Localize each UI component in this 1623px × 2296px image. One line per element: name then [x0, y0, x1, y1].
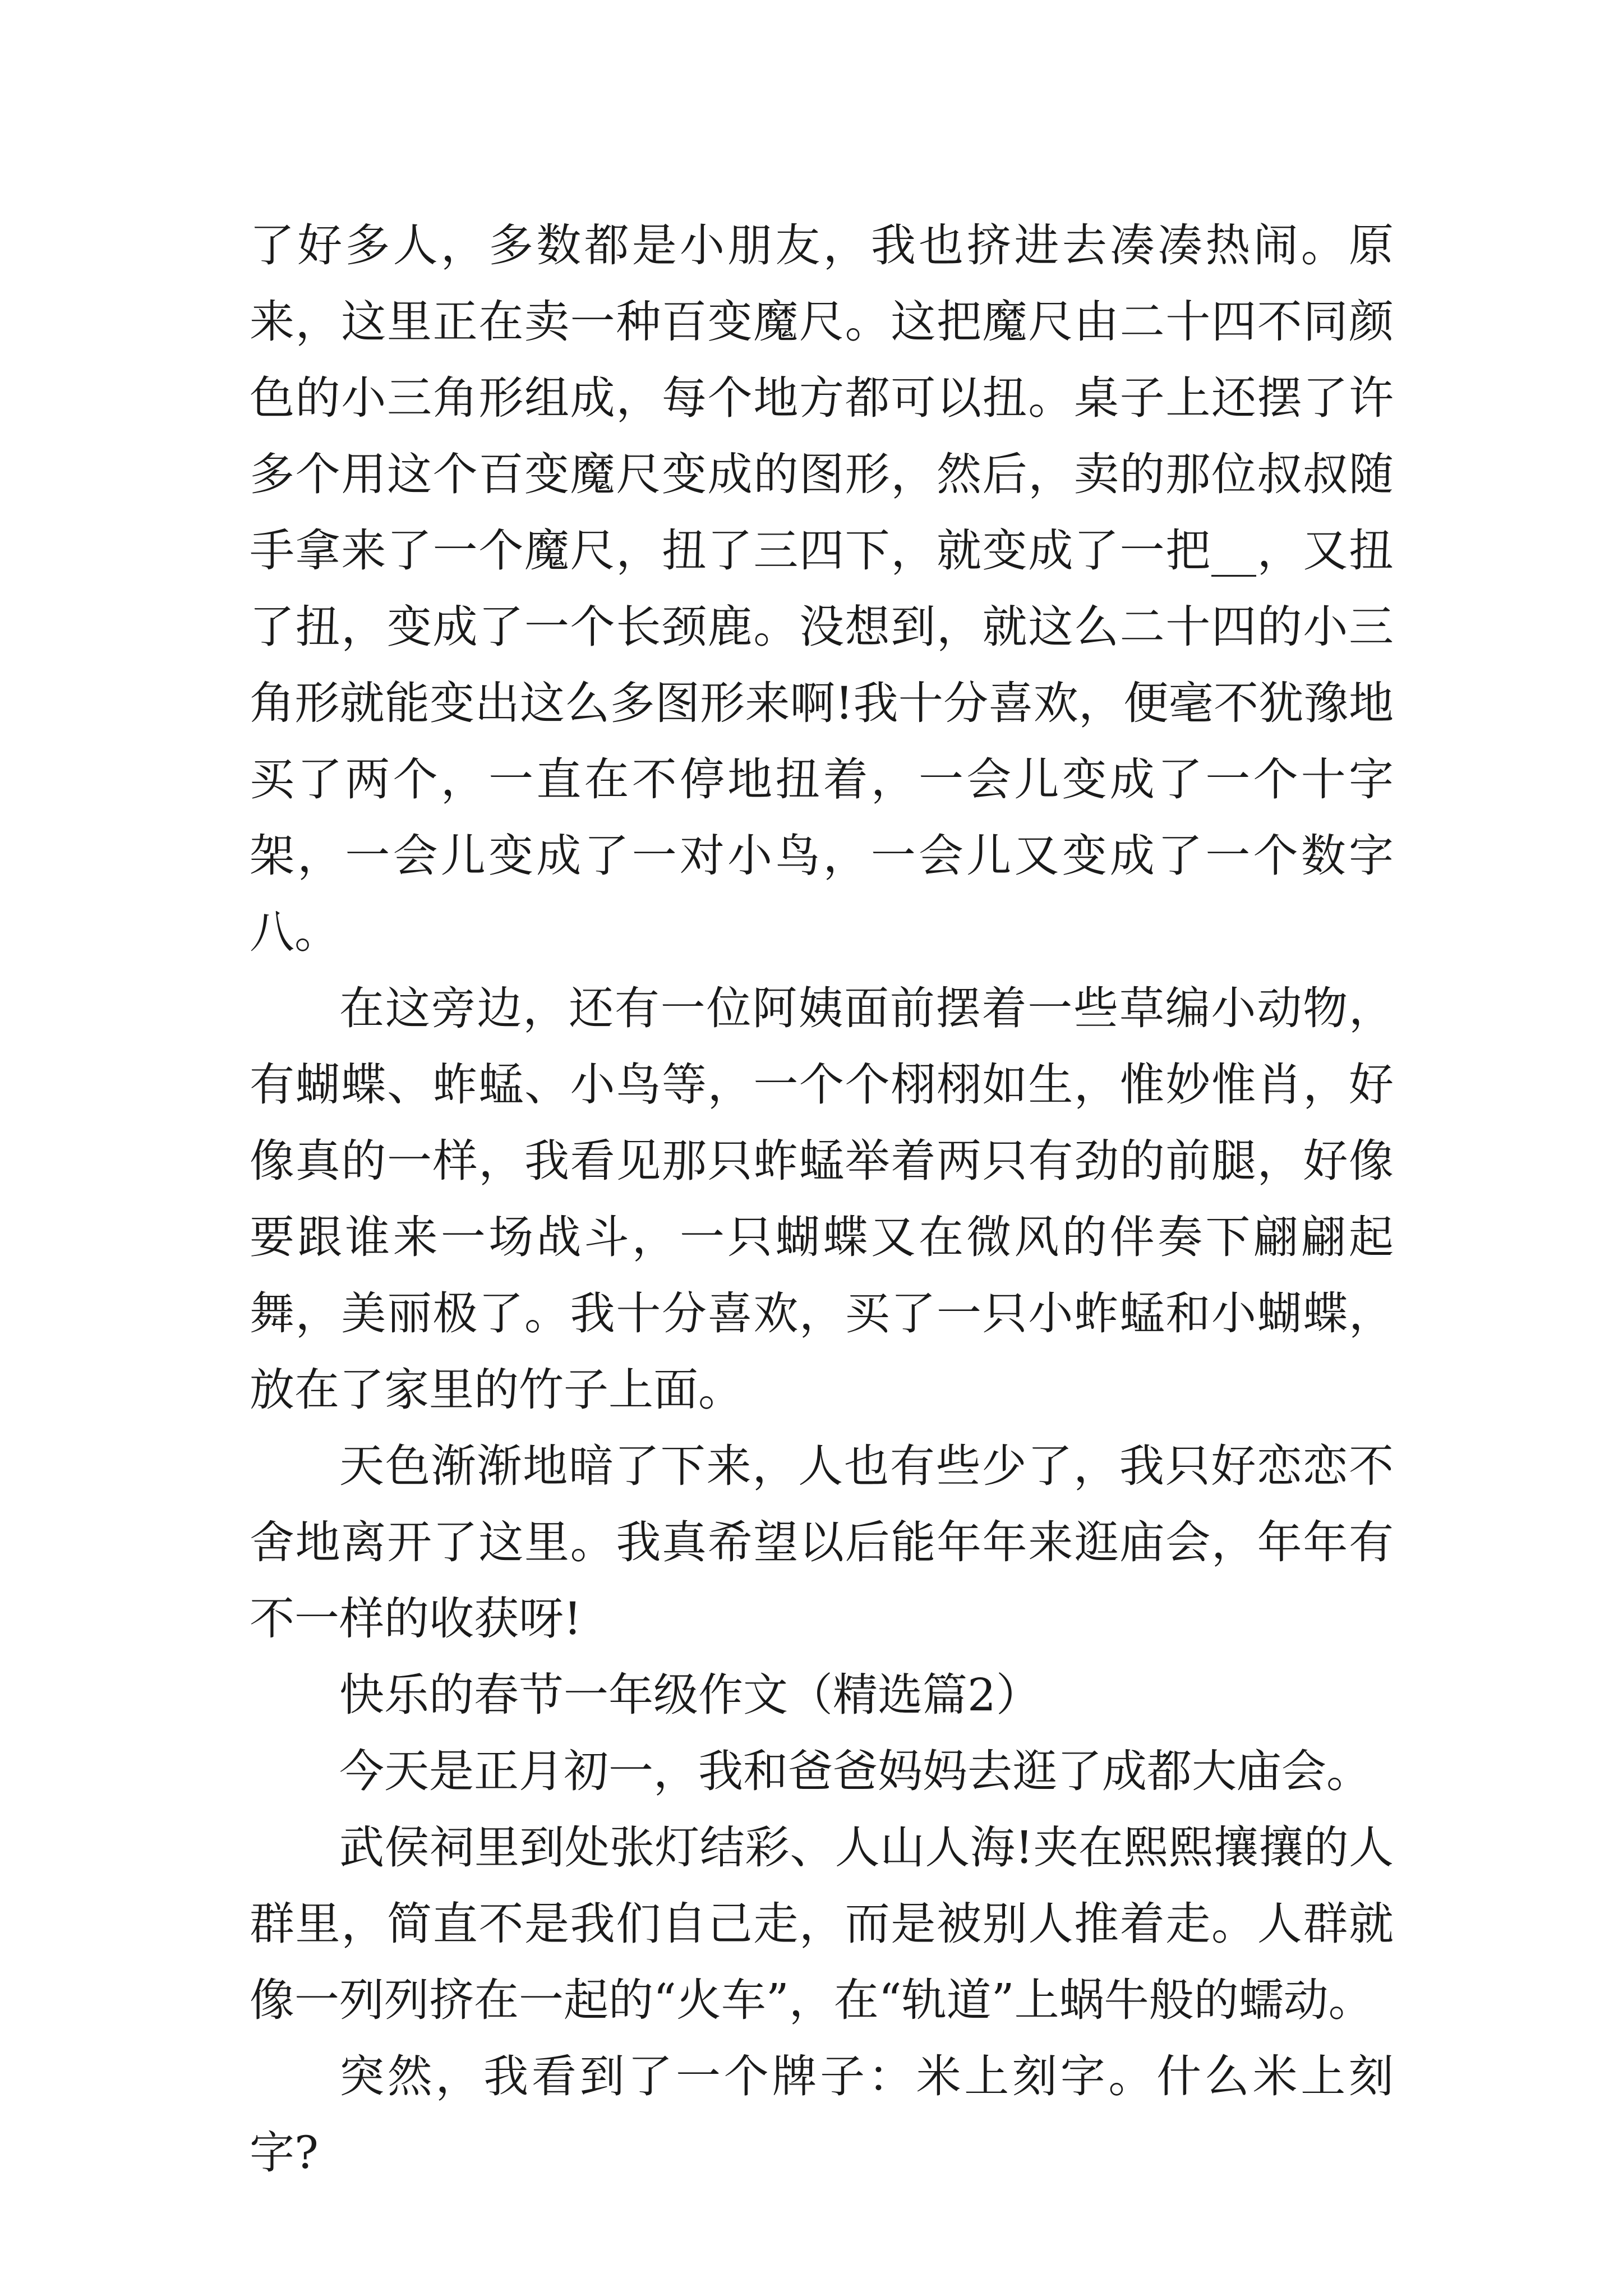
paragraph-crowd: 武侯祠里到处张灯结彩、人山人海!夹在熙熙攘攘的人群里，简直不是我们自己走，而是被别人推着走。人群就像一列列挤在一起的“火车”，在“轨道”上蜗牛般的蠕动。 — [250, 1821, 1394, 2026]
paragraph-new-year-day: 今天是正月初一，我和爸爸妈妈去逛了成都大庙会。 — [339, 1745, 1371, 1797]
paragraph-leaving: 天色渐渐地暗了下来，人也有些少了，我只好恋恋不舍地离开了这里。我真希望以后能年年来逛庙会，年年有不一样的收获呀! — [250, 1440, 1394, 1645]
paragraph-magic-ruler: 了好多人，多数都是小朋友，我也挤进去凑凑热闹。原来，这里正在卖一种百变魔尺。这把魔尺由二十四不同颜色的小三角形组成，每个地方都可以扭。桌子上还摆了许多个用这个百变魔尺变成的图形，然后，卖的那位叔叔随手拿来了一个魔尺，扭了三四下，就变成了一把__，又扭了扭，变成了一个长颈鹿。没想到，就这么二十四的小三角形就能变出这么多图形来啊!我十分喜欢，便毫不犹豫地买了两个，一直在不停地扭着，一会儿变成了一个十字架，一会儿变成了一对小鸟，一会儿又变成了一个数字八。 — [250, 219, 1394, 958]
paragraph-rice-carving: 突然，我看到了一个牌子：米上刻字。什么米上刻字? — [250, 2050, 1394, 2179]
paragraph-straw-animals: 在这旁边，还有一位阿姨面前摆着一些草编小动物，有蝴蝶、蚱蜢、小鸟等，一个个栩栩如生，惟妙惟肖，好像真的一样，我看见那只蚱蜢举着两只有劲的前腿，好像要跟谁来一场战斗，一只蝴蝶又在微风的伴奏下翩翩起舞，美丽极了。我十分喜欢，买了一只小蚱蜢和小蝴蝶，放在了家里的竹子上面。 — [250, 982, 1394, 1416]
document-body — [250, 208, 1394, 2191]
section-heading: 快乐的春节一年级作文（精选篇2） — [339, 1669, 1041, 1721]
